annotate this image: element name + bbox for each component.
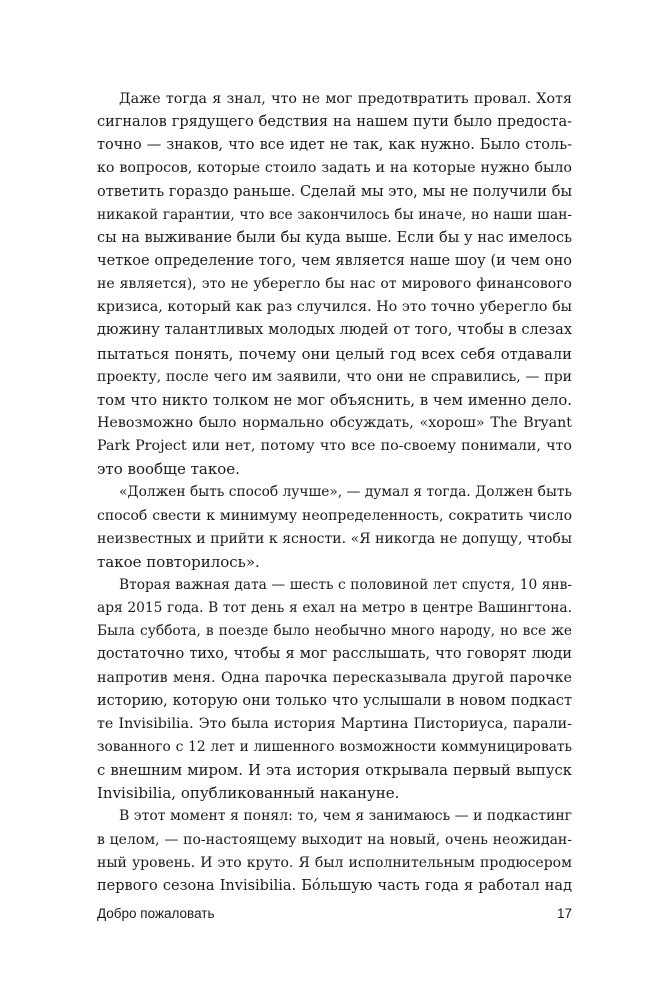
text-line: Даже тогда я знал, что не мог предотвратить провал. Хотя bbox=[119, 91, 572, 107]
text-line: проекту, после чего им заявили, что они не справились, — при bbox=[97, 368, 572, 385]
running-footer-title: Добро пожаловать bbox=[97, 906, 215, 921]
text-line: Вторая важная дата — шесть с половиной лет спустя, 10 янв- bbox=[119, 576, 572, 593]
text-line: напротив меня. Одна парочка пересказывала другой парочке bbox=[97, 669, 572, 686]
text-line: ответить гораздо раньше. Сделай мы это, мы не получили бы bbox=[97, 183, 572, 200]
text-line: сигналов грядущего бедствия на нашем пути было предоста- bbox=[97, 114, 572, 131]
text-line: Была суббота, в поезде было необычно много народу, но все же bbox=[97, 623, 572, 640]
text-line: Invisibilia, опубликованный накануне. bbox=[97, 784, 400, 803]
paragraph-1 bbox=[97, 88, 572, 481]
text-line: точно — знаков, что все идет не так, как нужно. Было столь- bbox=[97, 137, 572, 154]
page-number: 17 bbox=[556, 906, 572, 921]
text-line: В этот момент я понял: то, чем я занимаюсь — и подкастинг bbox=[119, 808, 572, 825]
text-line: кризиса, который как раз случился. Но это точно уберегло бы bbox=[97, 299, 572, 316]
text-line: сы на выживание были бы куда выше. Если бы у нас имелось bbox=[97, 229, 572, 246]
text-line: никакой гарантии, что все закончилось бы иначе, но наши шан- bbox=[97, 206, 572, 223]
text-line: «Должен быть способ лучше», — думал я тогда. Должен быть bbox=[119, 484, 572, 501]
text-line: том что никто толком не мог объяснить, в чем именно дело. bbox=[97, 391, 572, 409]
text-line: дюжину талантливых молодых людей от того, чтобы в слезах bbox=[97, 322, 572, 339]
text-line: способ свести к минимуму неопределенность, сократить число bbox=[97, 507, 572, 524]
text-line: четкое определение того, чем является наше шоу (и чем оно bbox=[97, 252, 572, 269]
text-line: это вообще такое. bbox=[97, 460, 240, 479]
text-line: такое повторилось». bbox=[97, 552, 260, 571]
text-line: зованного с 12 лет и лишенного возможности коммуницировать bbox=[97, 738, 572, 755]
paragraph-3 bbox=[97, 574, 572, 805]
text-line: аря 2015 года. В тот день я ехал на метро в центре Вашингтона. bbox=[97, 600, 572, 617]
text-line: Park Project или нет, потому что все по-своему понимали, что bbox=[97, 438, 572, 455]
paragraph-2 bbox=[97, 481, 572, 574]
text-line: те Invisibilia. Это была история Мартина Писториуса, парали- bbox=[97, 715, 572, 732]
paragraph-4 bbox=[97, 805, 572, 898]
text-line: первого сезона Invisibilia. Бóльшую часть года я работал над bbox=[97, 877, 572, 894]
text-line: ко вопросов, которые стоило задать и на которые нужно было bbox=[97, 160, 572, 177]
text-line: в целом, — по-настоящему выходит на новый, очень неожидан- bbox=[97, 831, 572, 848]
text-line: неизвестных и прийти к ясности. «Я никогда не допущу, чтобы bbox=[97, 530, 572, 547]
page-footer bbox=[97, 906, 572, 924]
text-line: не является), это не уберегло бы нас от мирового финансового bbox=[97, 276, 572, 293]
text-line: историю, которую они только что услышали в новом подкаст bbox=[97, 692, 572, 709]
text-line: пытаться понять, почему они целый год всех себя отдавали bbox=[97, 345, 572, 363]
text-line: ный уровень. И это круто. Я был исполнительным продюсером bbox=[97, 854, 572, 871]
text-line: с внешним миром. И эта история открывала первый выпуск bbox=[97, 762, 572, 780]
body-text bbox=[97, 88, 572, 898]
text-line: достаточно тихо, чтобы я мог расслышать, что говорят люди bbox=[97, 646, 572, 663]
text-line: Невозможно было нормально обсуждать, «хорош» The Bryant bbox=[97, 414, 572, 431]
